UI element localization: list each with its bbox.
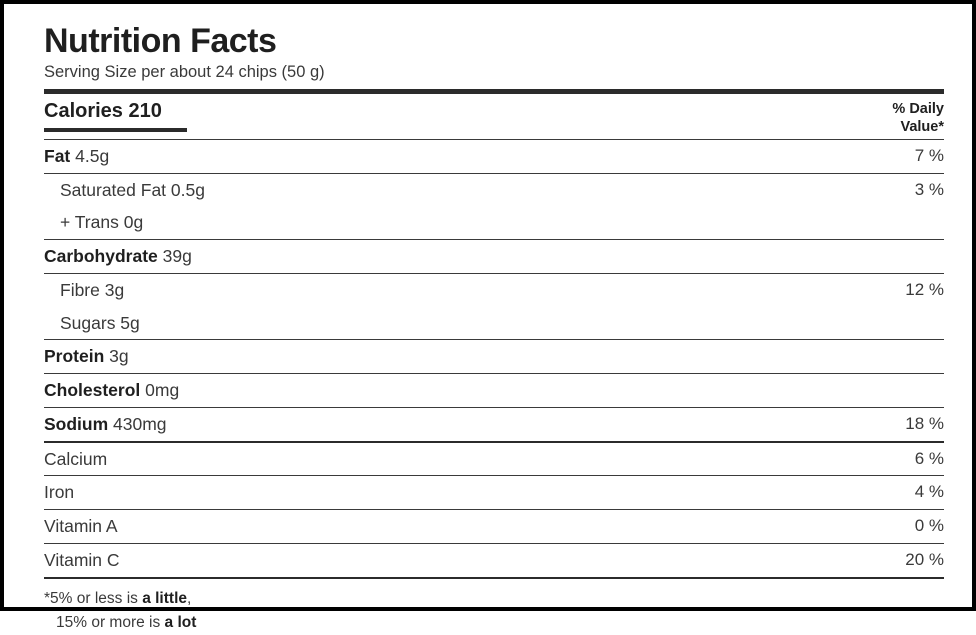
nutrient-name (44, 345, 129, 368)
nutrient-name: Vitamin A (44, 516, 118, 537)
daily-value-header (892, 100, 944, 137)
nutrient-name-rest: 4.5g (70, 145, 110, 166)
nutrient-name (44, 145, 109, 168)
table-row (44, 307, 944, 340)
nutrient-name-rest: 3g (104, 346, 129, 367)
table-row (44, 510, 944, 543)
nutrient-dv: 3 % (914, 179, 944, 199)
nutrient-name-rest: Saturated Fat 0.5g (60, 179, 205, 200)
table-row (44, 476, 944, 509)
nutrition-facts-inner (44, 22, 944, 631)
nutrient-name: Calcium (44, 448, 108, 469)
footnote-line-2 (44, 611, 944, 635)
footnote-line-1-bold: a little (142, 589, 187, 607)
nutrient-name (44, 211, 143, 234)
table-row (44, 274, 944, 307)
nutrient-dv: 0 % (914, 516, 944, 536)
nutrient-name-rest: 0mg (140, 380, 180, 401)
nutrient-name-rest: Fibre 3g (60, 279, 125, 300)
nutrient-name-rest: 39g (157, 246, 192, 267)
table-row (44, 408, 944, 441)
calories-underline (44, 128, 187, 132)
footnote-line-1 (44, 587, 944, 611)
daily-value-header-line2: Value* (900, 119, 944, 136)
calories-value: Calories 210 (44, 99, 162, 122)
nutrient-name (44, 413, 167, 436)
nutrient-name-bold: Fat (44, 145, 71, 166)
nutrient-dv: 6 % (914, 448, 944, 468)
table-row (44, 206, 944, 239)
nutrient-name-rest: Sugars 5g (60, 312, 140, 333)
nutrient-dv: 4 % (914, 482, 944, 502)
footnote-line-2-bold: a lot (164, 613, 197, 631)
footnote (44, 579, 944, 635)
nutrient-name-bold: Sodium (44, 413, 109, 434)
serving-size-text: Serving Size per about 24 chips (50 g) (44, 63, 325, 82)
nutrient-name-rest: 430mg (108, 413, 167, 434)
nutrient-name-rest: + Trans 0g (60, 212, 144, 233)
table-row (44, 544, 944, 577)
nutrient-name (44, 279, 124, 302)
nutrient-name-bold: Protein (44, 346, 105, 367)
table-row (44, 443, 944, 476)
nutrient-name (44, 312, 140, 335)
nutrient-name-bold: Cholesterol (44, 380, 141, 401)
table-row (44, 174, 944, 207)
table-row (44, 340, 944, 373)
table-row (44, 240, 944, 273)
nutrient-name: Iron (44, 482, 75, 503)
table-row (44, 374, 944, 407)
nutrient-name (44, 379, 179, 402)
daily-value-header-line1: % Daily (892, 100, 944, 117)
footnote-line-2-prefix: 15% or more is (56, 613, 165, 631)
nutrient-dv: 7 % (914, 145, 944, 165)
nutrient-dv: 20 % (905, 549, 944, 569)
calories-row (44, 94, 944, 139)
footnote-line-1-prefix: *5% or less is (44, 589, 143, 607)
nutrient-dv: 12 % (905, 279, 944, 299)
page-title: Nutrition Facts (44, 22, 277, 60)
nutrient-name (44, 179, 205, 202)
nutrient-name (44, 245, 192, 268)
table-row (44, 140, 944, 173)
nutrient-name-bold: Carbohydrate (44, 246, 158, 267)
footnote-line-1-suffix: , (187, 589, 192, 607)
nutrient-dv: 18 % (905, 413, 944, 433)
nutrient-name: Vitamin C (44, 549, 120, 570)
